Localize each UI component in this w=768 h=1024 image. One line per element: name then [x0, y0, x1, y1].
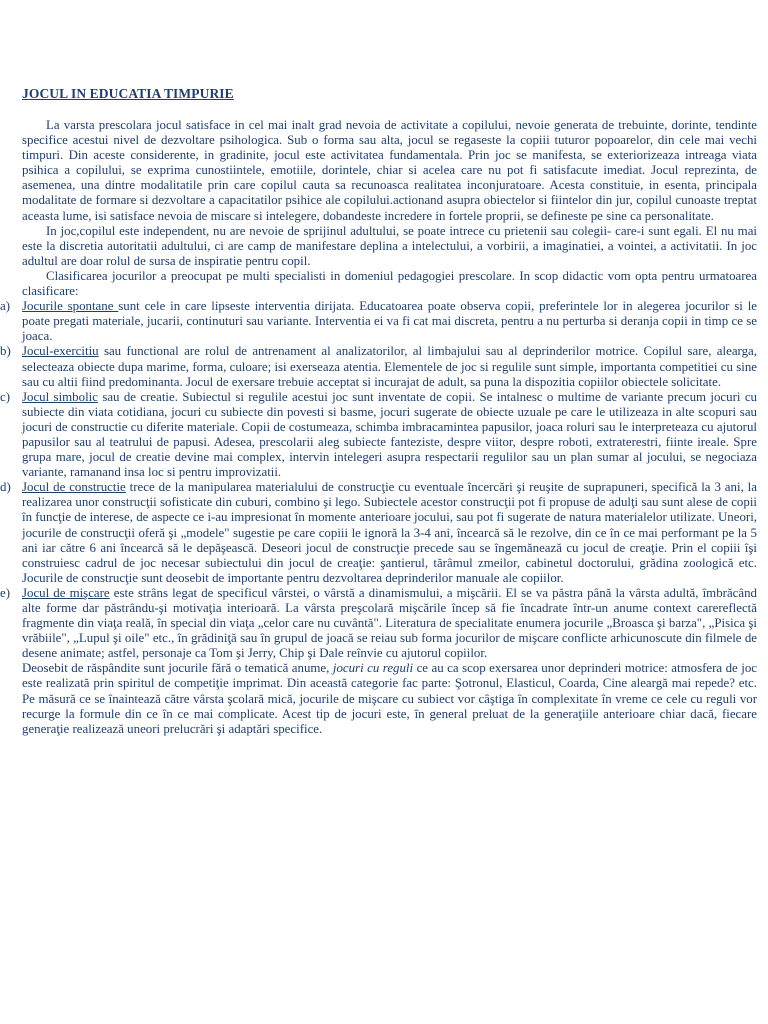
list-item-spontane — [0, 299, 758, 344]
list-text: sau functional are rolul de antrenament al analizatorilor, al limbajului sau al deprinderilor motrice. Copilul sare, alearga, selecteaza obiecte dupa marime, forma, culoare; isi exerseaza atentia. Elementele de joc si regulile sunt simple, importanta competitiei cu sine sau cu altii fiind predominanta. Jocul de exersare trebuie acceptat si incurajat de adult, sa puna la dispozitia copiilor obiectele solicitate. — [22, 344, 757, 389]
list-marker: d) — [0, 480, 11, 495]
classification-list — [0, 299, 758, 661]
paragraph-jocuri-cu-reguli — [22, 661, 757, 736]
paragraph-intro: La varsta prescolara jocul satisface in cel mai inalt grad nevoia de activitate a copilului, nevoie generata de trebuinte, dorinte, tendinte specifice acestui nivel de dezvoltare psihologica. Sub o forma sau alta, jocul se regaseste la copiii tuturor popoarelor, din cele mai vechi timpuri. Din aceste considerente, in gradinite, jocul este activitatea fundamentala. Prin joc se manifesta, se exteriorizeaza intreaga viata psihica a copilului, se exprima cunostiintele, emotiile, dorintele, chiar si acelea care nu pot fi satisfacute imediat. Jocul reprezinta, de asemenea, una dintre modalitatile prin care copilul cauta sa recunoasca realitatea inconjuratoare. Acesta constituie, in esenta, principala modalitate de formare si dezvoltare a capacitatilor psihice ale copilului.actionand asupra obiectelor si fiintelor din jur, copilul cunoaste treptat aceasta lume, isi satisface nevoia de miscare si intelegere, dobandeste incredere in fortele proprii, se defineste pe sine ca personalitate. — [22, 118, 757, 223]
document-title: JOCUL IN EDUCATIA TIMPURIE — [22, 86, 234, 101]
closing-emphasis: jocuri cu reguli — [332, 661, 414, 676]
list-text: este strâns legat de specificul vârstei, o vârstă a dinamismului, a mişcării. El se va păstra până la vârsta adultă, îmbrăcând alte forme dar păstrându-şi motivaţia interioară. La vârsta preşcolară mişcările încep să fie încadrate într-un anume context carereflectă fragmente din viaţa reală, în special din viaţa „celor care nu cuvântă". Literatura de specialitate enumera jocurile „Broasca şi barza", „Pisica şi vrăbiile", „Lupul şi oile" etc., în grădiniţă sau în grupul de joacă se reiau sub forma jocurilor de mişcare conflicte arhicunoscute din filmele de desene animate; astfel, personaje ca Tom şi Jerry, Chip şi Dale reînvie cu ajutorul copiilor. — [22, 585, 757, 661]
list-term: Jocurile spontane — [22, 299, 119, 314]
list-term: Jocul simbolic — [22, 389, 98, 404]
list-item-miscare — [0, 585, 757, 661]
paragraph-independence: In joc,copilul este independent, nu are nevoie de sprijinul adultului, se poate intrece cu prietenii sau colegii- care-i sunt egali. El nu mai este la discretia autoritatii adultului, ci are camp de manifestare deplina a intelectului, a vorbirii, a imaginatiei, a vointei, a activitatii. In joc adultul are doar rolul de sursa de inspiratie pentru copil. — [22, 223, 757, 268]
list-marker: c) — [0, 389, 11, 404]
list-item-simbolic — [0, 389, 757, 481]
list-text: trece de la manipularea materialului de construcţie cu eventuale încercări şi reuşite de suprapuneri, specifică la 3 ani, la realizarea unor construcţii sofisticate din cuburi, combino şi lego. Subiectele acestor construcţii pot fi propuse de adulţi sau sunt alese de copii în funcţie de interese, de aspecte ce i-au impresionat în momente anterioare jocului, sau pot fi sugerate de natura materialelor utilizate. Uneori, jocurile de construcţii oferă şi „modele" sugestie pe care copiii le ignoră la 3-4 ani, încearcă să le rezolve, din ce în ce mai performant pe la 5 ani iar către 6 ani încearcă să le depăşească. Deseori jocul de construcţie precede sau se îngemănează cu jocul de creaţie. Prin el copiii îşi construiesc cadrul de joc necesar subiectului din jocul de creaţie: şantierul, tărâmul zmeilor, cabinetul doctorului, grădina zoologică etc. Jocurile de construcţie sunt deosebit de importante pentru dezvoltarea deprinderilor manuale ale copiilor. — [22, 480, 757, 585]
list-text: sau de creatie. Subiectul si regulile acestui joc sunt inventate de copii. Se intalnesc o multime de variante precum jocuri cu subiecte din viata cotidiana, jocuri cu subiecte din povesti si basme, jocuri sugerate de obiecte uzuale pe care le utilizeaza in alte scopuri sau jocuri de constructie cu diferite materiale. Copii de costumeaza, schimba imbracamintea papusilor, joaca roluri sau le interpreteaza cu ajutorul papusilor sau al teatrului de papusi. Adesea, prescolarii aleg subiecte fanteziste, despre viitor, despre roboti, extraterestri, fiinte ireale. Spre grupa mare, jocul de creatie devine mai complex, intervin intelegeri asupra respectarii regulilor sau un plan sumar al jocului, se negociaza variante, ramanand insa loc si pentru improvizatii. — [22, 389, 757, 480]
list-term: Jocul-exercitiu — [22, 344, 99, 359]
list-text: sunt cele in care lipseste interventia dirijata. Educatoarea poate observa copii, preferintele lor in alegerea jocurilor si le poate pregati materiale, jucarii, continuturi sau variante. Interventia ei va fi cat mai discreta, pentru a nu perturba si deranja copii in timp ce se joaca. — [22, 299, 758, 344]
list-marker: b) — [0, 344, 11, 359]
paragraph-classification: Clasificarea jocurilor a preocupat pe multi specialisti in domeniul pedagogiei prescolare. In scop didactic vom opta pentru urmatoarea clasificare: — [22, 268, 757, 299]
list-term: Jocul de constructie — [22, 480, 126, 495]
closing-text-end: ce au ca scop exersarea unor deprinderi motrice: atmosfera de joc este realizată prin spiritul de competiţie imprimat. Din această categorie fac parte: Şotronul, Elasticul, Coarda, Cine aleargă mai repede? etc. Pe măsură ce se înaintează către vârsta şcolară mică, jocurile de mişcare cu subiect vor câştiga în complexitate în vreme ce cele cu reguli vor recurge la formule din ce în ce mai complicate. Acest tip de jocuri este, în general preluat de la generaţiile anterioare chiar dacă, fiecare generaţie realizează uneori prelucrări şi adaptări specifice. — [22, 661, 757, 736]
list-marker: a) — [0, 299, 11, 314]
list-item-constructie — [0, 480, 757, 586]
document-body — [0, 118, 758, 737]
list-item-exercitiu — [0, 344, 757, 389]
closing-text-start: Deosebit de răspândite sunt jocurile fără o tematică anume, — [22, 661, 333, 676]
list-marker: e) — [0, 585, 11, 600]
list-term: Jocul de mişcare — [22, 585, 110, 600]
